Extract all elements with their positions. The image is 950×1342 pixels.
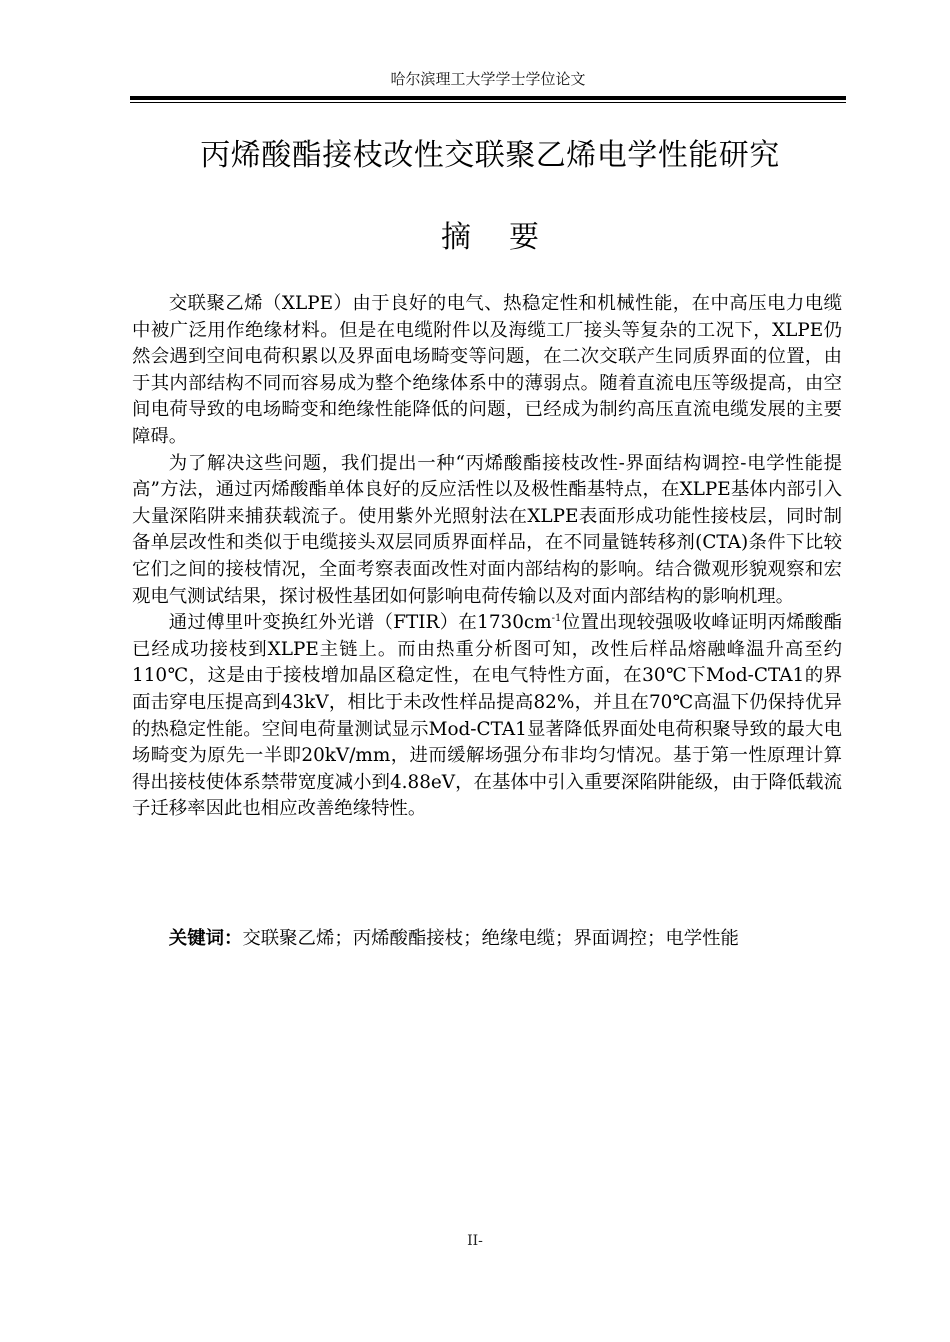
paragraph-3-lead: 通过傅里叶变换红外光谱（FTIR）在1730cm xyxy=(168,612,552,634)
abstract-paragraph-3 xyxy=(132,610,842,823)
header-rule-thin xyxy=(130,102,846,103)
abstract-paragraph-1: 交联聚乙烯（XLPE）由于良好的电气、热稳定性和机械性能，在中高压电力电缆中被广泛用作绝缘材料。但是在电缆附件以及海缆工厂接头等复杂的工况下，XLPE仍然会遇到空间电荷积累以及界面电场畸变等问题，在二次交联产生同质界面的位置，由于其内部结构不同而容易成为整个绝缘体系中的薄弱点。随着直流电压等级提高，由空间电荷导致的电场畸变和绝缘性能降低的问题，已经成为制约高压直流电缆发展的主要障碍。 xyxy=(132,293,842,447)
keywords-label: 关键词： xyxy=(168,928,243,949)
abstract-body xyxy=(132,291,842,823)
keywords-text: 交联聚乙烯；丙烯酸酯接枝；绝缘电缆；界面调控；电学性能 xyxy=(242,928,739,949)
paragraph-3-rest: 位置出现较强吸收峰证明丙烯酸酯已经成功接枝到XLPE主链上。而由热重分析图可知，改性后样品熔融峰温升高至约110℃，这是由于接枝增加晶区稳定性，在电气特性方面，在30℃下Mod-CTA1的界面击穿电压提高到43kV，相比于未改性样品提高82%，并且在70℃高温下仍保持优异的热稳定性能。空间电荷量测试显示Mod-CTA1显著降低界面处电荷积聚导致的最大电场畸变为原先一半即20kV/mm，进而缓解场强分布非均匀情况。基于第一性原理计算得出接枝使体系禁带宽度减小到4.88eV，在基体中引入重要深陷阱能级，由于降低载流子迁移率因此也相应改善绝缘特性。 xyxy=(132,612,842,820)
abstract-paragraph-2: 为了解决这些问题，我们提出一种“丙烯酸酯接枝改性-界面结构调控-电学性能提高”方法，通过丙烯酸酯单体良好的反应活性以及极性酯基特点，在XLPE基体内部引入大量深陷阱来捕获载流子。使用紫外光照射法在XLPE表面形成功能性接枝层，同时制备单层改性和类似于电缆接头双层同质界面样品，在不同量链转移剂(CTA)条件下比较它们之间的接枝情况，全面考察表面改性对面内部结构的影响。结合微观形貌观察和宏观电气测试结果，探讨极性基团如何影响电荷传输以及对面内部结构的影响机理。 xyxy=(132,452,842,607)
page-number: II- xyxy=(467,1233,483,1249)
abstract-heading: 摘要 xyxy=(441,220,577,255)
thesis-title: 丙烯酸酯接枝改性交联聚乙烯电学性能研究 xyxy=(200,138,780,173)
header-rule-thick xyxy=(130,96,846,100)
keywords-line xyxy=(132,926,842,953)
superscript: -1 xyxy=(551,613,562,624)
running-header: 哈尔滨理工大学学士学位论文 xyxy=(390,70,586,88)
